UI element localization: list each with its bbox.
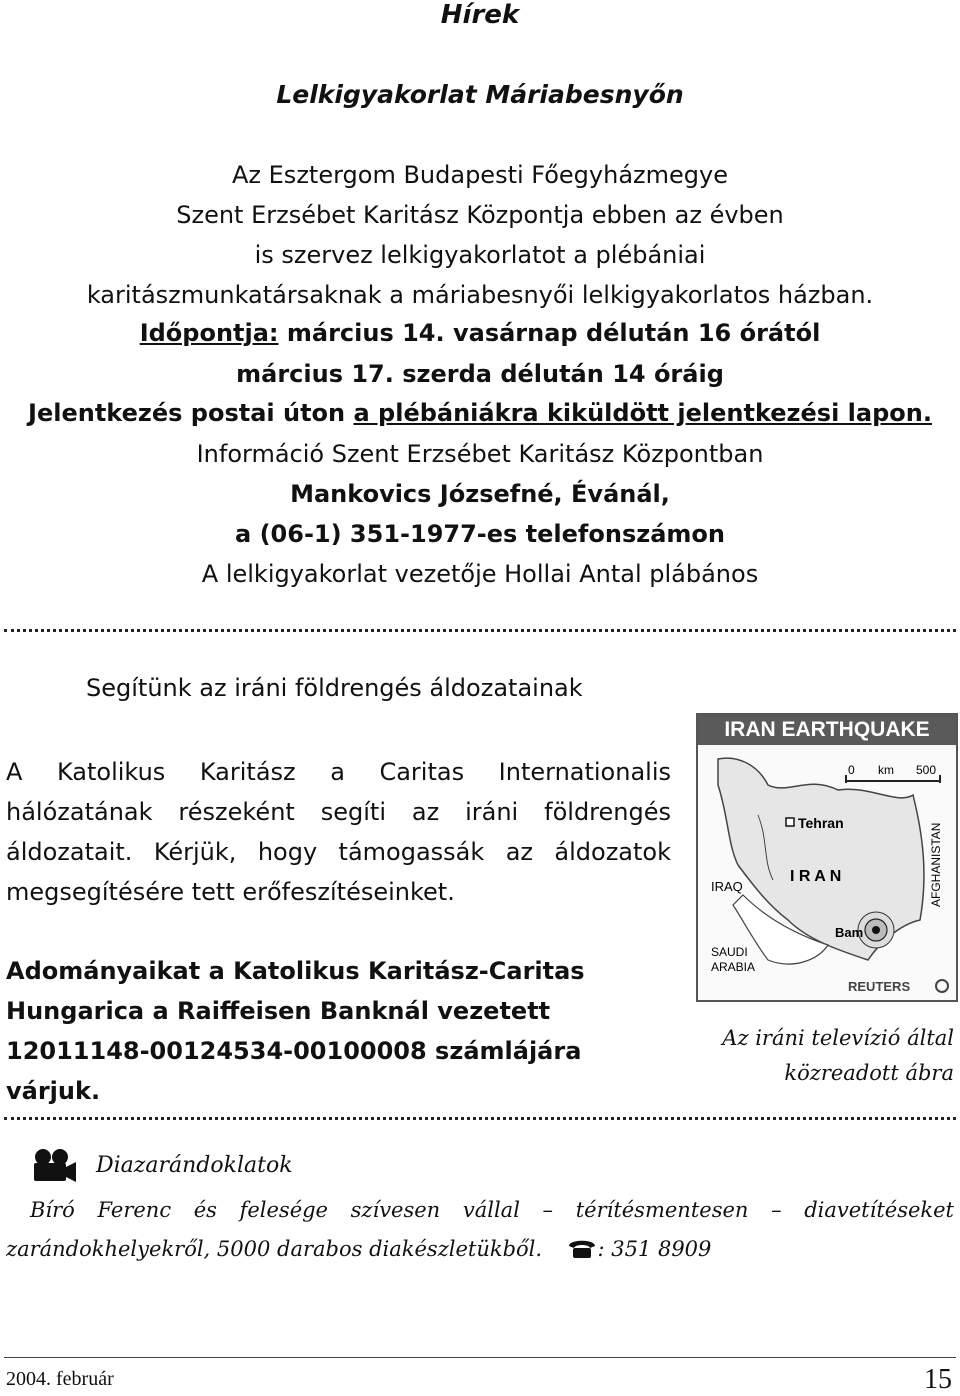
map-header: IRAN EARTHQUAKE [698,715,956,745]
page-number: 15 [924,1364,952,1395]
slides-title: Diazarándoklatok [96,1153,293,1178]
map-tehran-marker [786,818,794,826]
retreat-line-4: karitászmunkatársaknak a máriabesnyői lelkigyakorlatos házban. [86,281,874,309]
retreat-info-line: Információ Szent Erzsébet Karitász Központban [196,440,764,468]
map-graphic [698,745,956,1000]
iran-earthquake-map [696,713,958,1002]
iran-title: Segítünk az iráni földrengés áldozatainak [86,674,583,702]
map-caption-line-2: közreadott ábra [784,1061,954,1085]
map-iraq-label: IRAQ [711,879,743,894]
iran-para2-line-3: 12011148-00124534-00100008 számlájára várjuk. [6,1037,582,1105]
map-tehran-label: Tehran [798,815,844,831]
map-epicentre-core [872,926,880,934]
map-scale-unit: km [878,763,894,777]
apply-prefix: Jelentkezés postai úton [28,399,354,427]
retreat-date-line-2: március 17. szerda délután 14 óráig [236,360,724,388]
reuters-logo-icon [936,980,948,992]
map-scale-end: 500 [916,763,937,777]
slides-phone: : 351 8909 [597,1237,712,1261]
map-saudi-label: SAUDI [711,945,748,959]
retreat-line-2: Szent Erzsébet Karitász Központja ebben az évben [176,201,784,229]
iran-para1-line-2: hálózatának részeként segíti az iráni földrengés [6,798,671,826]
slides-line-2-text: zarándokhelyekről, 5000 darabos diakészletükből. [6,1237,543,1261]
retreat-date-line-1 [0,313,960,353]
iran-para1-line-3: áldozatait. Kérjük, hogy támogassák az áldozatok [6,838,671,866]
slides-line-1: Bíró Ferenc és felesége szívesen vállal – térítésmentesen – diavetítéseket [30,1198,954,1222]
map-scale-start: 0 [848,763,855,777]
retreat-line-3: is szervez lelkigyakorlatot a plébániai [254,241,706,269]
map-bam-label: Bam [835,925,864,940]
dotted-separator-1 [4,629,956,632]
retreat-contact-name: Mankovics Józsefné, Évánál, [290,480,670,508]
map-arabia-label: ARABIA [711,960,756,974]
footer-date: 2004. február [6,1368,114,1390]
iran-para2-line-1: Adományaikat a Katolikus Karitász-Caritas [6,957,585,985]
map-source-label: REUTERS [848,979,911,994]
iran-para2-line-2: Hungarica a Raiffeisen Banknál vezetett [6,997,551,1025]
apply-link-text: a plébániákra kiküldött jelentkezési lapon. [353,399,932,427]
map-afghanistan-label: AFGHANISTAN [929,822,943,907]
iran-para1-line-1: A Katolikus Karitász a Caritas Internationalis [6,758,671,786]
retreat-apply-line [0,393,960,433]
date-start: március 14. vasárnap délután 16 órától [286,319,821,347]
iran-para1-line-4: megsegítésére tett erőfeszítéseinket. [6,878,455,906]
slides-line-2 [6,1237,711,1261]
retreat-leader: A lelkigyakorlat vezetője Hollai Antal plábános [201,560,759,588]
footer-rule [4,1357,956,1358]
telephone-icon [567,1237,597,1259]
retreat-title: Lelkigyakorlat Máriabesnyőn [276,80,684,109]
page-header: Hírek [440,0,520,30]
date-label: Időpontja: [139,319,279,347]
dotted-separator-2 [4,1117,956,1120]
retreat-line-1: Az Esztergom Budapesti Főegyházmegye [232,161,728,189]
map-caption-line-1: Az iráni televízió által [722,1026,954,1050]
projector-icon [30,1148,78,1184]
map-country-label: I R A N [790,868,842,885]
retreat-contact-phone: a (06-1) 351-1977-es telefonszámon [235,520,725,548]
